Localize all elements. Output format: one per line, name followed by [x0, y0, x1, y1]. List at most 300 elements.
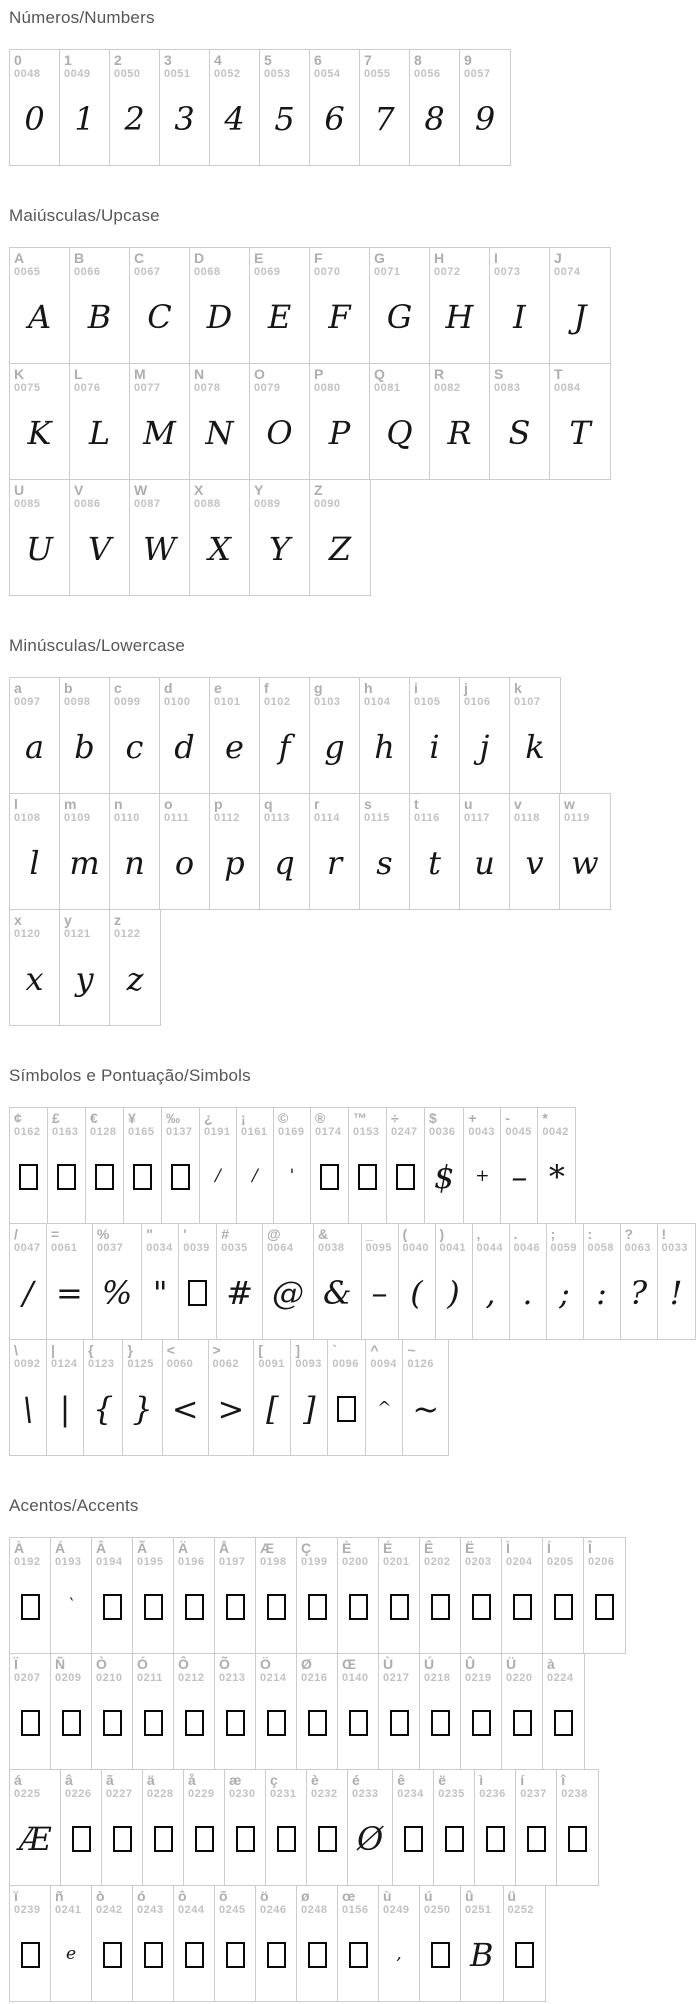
- tofu-box-icon: [431, 1710, 450, 1736]
- glyph-char: h: [374, 727, 395, 766]
- glyph: [310, 80, 359, 165]
- char-code: 0232: [311, 1788, 338, 1801]
- tofu-box-icon: [349, 1594, 368, 1620]
- char-label: j: [464, 680, 468, 696]
- tofu-box-icon: [185, 1710, 204, 1736]
- glyph: [210, 824, 259, 909]
- cell-label: [10, 794, 59, 824]
- char-code: 0225: [14, 1788, 41, 1801]
- tofu-box-icon: [171, 1164, 190, 1190]
- char-label: û: [465, 1888, 474, 1904]
- missing-glyph: [174, 1684, 214, 1769]
- char-cell-0237: [516, 1770, 557, 1885]
- glyph: [130, 394, 189, 479]
- glyph: [348, 1800, 392, 1885]
- tofu-box-icon: [513, 1594, 532, 1620]
- glyph: [310, 278, 369, 363]
- char-label: ÷: [391, 1110, 399, 1126]
- char-label: P: [314, 366, 324, 382]
- char-row: [9, 677, 561, 794]
- cell-label: [174, 1538, 214, 1568]
- tofu-box-icon: [95, 1164, 114, 1190]
- glyph-char: I: [513, 297, 526, 336]
- glyph: [10, 278, 69, 363]
- char-cell-0106: [460, 678, 510, 793]
- glyph-char: f: [278, 727, 291, 766]
- tofu-box-icon: [72, 1826, 91, 1852]
- cell-label: [124, 1108, 161, 1138]
- cell-label: [250, 248, 309, 278]
- missing-glyph: [162, 1138, 199, 1223]
- glyph: [160, 824, 209, 909]
- glyph-char: Æ: [19, 1819, 52, 1858]
- glyph: [260, 80, 309, 165]
- char-code: 0195: [137, 1556, 164, 1569]
- char-label: è: [311, 1772, 319, 1788]
- char-code: 0247: [391, 1126, 418, 1139]
- char-cell-0214: [256, 1654, 297, 1769]
- char-cell-0125: [123, 1340, 162, 1455]
- glyph: [209, 1370, 254, 1455]
- tofu-box-icon: [431, 1594, 450, 1620]
- char-label: ä: [147, 1772, 155, 1788]
- missing-glyph: [48, 1138, 85, 1223]
- cell-label: [10, 1340, 46, 1370]
- char-label: |: [51, 1342, 55, 1358]
- glyph: [142, 1254, 178, 1339]
- char-code: 0119: [564, 812, 590, 825]
- tofu-box-icon: [358, 1164, 377, 1190]
- missing-glyph: [184, 1800, 224, 1885]
- cell-label: [215, 1654, 255, 1684]
- char-cell-0121: [60, 910, 110, 1025]
- glyph: [210, 708, 259, 793]
- missing-glyph: [461, 1568, 501, 1653]
- glyph-char: l: [29, 843, 40, 882]
- cell-label: [460, 678, 509, 708]
- char-cell-0247: [387, 1108, 425, 1223]
- char-cell-0097: [10, 678, 60, 793]
- char-label: n: [114, 796, 123, 812]
- char-cell-0236: [475, 1770, 516, 1885]
- char-label: .: [513, 1226, 518, 1242]
- char-cell-0207: [10, 1654, 51, 1769]
- glyph: [190, 510, 249, 595]
- tofu-box-icon: [21, 1942, 40, 1968]
- char-cell-0251: [461, 1886, 504, 2001]
- glyph-char: U: [26, 529, 53, 568]
- char-cell-0174: [311, 1108, 349, 1223]
- glyph-char: v: [525, 843, 544, 882]
- char-cell-0204: [502, 1538, 543, 1653]
- char-cell-0083: [490, 364, 550, 479]
- char-cell-0224: [543, 1654, 584, 1769]
- missing-glyph: [10, 1138, 47, 1223]
- missing-glyph: [215, 1568, 255, 1653]
- char-cell-0119: [560, 794, 610, 909]
- missing-glyph: [297, 1916, 337, 2001]
- char-cell-0073: [490, 248, 550, 363]
- glyph: [10, 80, 59, 165]
- char-label: õ: [219, 1888, 228, 1904]
- missing-glyph: [215, 1684, 255, 1769]
- glyph: [490, 394, 549, 479]
- char-label: a: [14, 680, 22, 696]
- char-label: F: [314, 250, 323, 266]
- glyph-char: /: [215, 1166, 221, 1187]
- glyph-char: 6: [324, 99, 345, 138]
- cell-label: [123, 1340, 161, 1370]
- cell-label: [490, 364, 549, 394]
- glyph-char: m: [69, 843, 100, 882]
- glyph: [510, 824, 559, 909]
- cell-label: [60, 50, 109, 80]
- tofu-box-icon: [349, 1710, 368, 1736]
- glyph-char: c: [125, 727, 144, 766]
- char-label: K: [14, 366, 25, 382]
- glyph-char: a: [24, 727, 45, 766]
- char-label: ): [439, 1226, 445, 1242]
- cell-label: [10, 50, 59, 80]
- cell-label: [310, 50, 359, 80]
- glyph: [362, 1254, 398, 1339]
- tofu-box-icon: [404, 1826, 423, 1852]
- char-cell-0242: [92, 1886, 133, 2001]
- cell-label: [215, 1538, 255, 1568]
- char-label: b: [64, 680, 73, 696]
- char-code: 0046: [513, 1242, 540, 1255]
- char-label: é: [352, 1772, 360, 1788]
- char-label: ": [146, 1226, 153, 1242]
- cell-label: [379, 1538, 419, 1568]
- char-label: Y: [254, 482, 264, 498]
- char-row: [9, 909, 161, 1026]
- glyph: [370, 278, 429, 363]
- cell-label: [338, 1886, 378, 1916]
- glyph: [510, 708, 560, 793]
- char-cell-0060: [163, 1340, 209, 1455]
- cell-label: [217, 1224, 262, 1254]
- char-code: 0087: [134, 498, 161, 511]
- char-label: X: [194, 482, 204, 498]
- glyph-char: H: [445, 297, 474, 336]
- char-cell-0061: [47, 1224, 93, 1339]
- char-code: 0082: [434, 382, 461, 395]
- char-code: 0047: [14, 1242, 41, 1255]
- char-label: œ: [342, 1888, 356, 1904]
- missing-glyph: [543, 1568, 583, 1653]
- char-label: q: [264, 796, 273, 812]
- cell-label: [263, 1224, 313, 1254]
- cell-label: [160, 794, 209, 824]
- char-label: D: [194, 250, 205, 266]
- char-cell-0234: [393, 1770, 434, 1885]
- char-code: 0037: [96, 1242, 124, 1255]
- char-label: N: [194, 366, 205, 382]
- char-cell-0250: [420, 1886, 461, 2001]
- section-title: Maiúsculas/Upcase: [9, 206, 160, 225]
- char-cell-0169: [274, 1108, 311, 1223]
- char-label: I: [494, 250, 498, 266]
- char-code: 0114: [314, 812, 340, 825]
- tofu-box-icon: [320, 1164, 339, 1190]
- glyph: [130, 510, 189, 595]
- char-label: ö: [260, 1888, 269, 1904]
- char-code: 0036: [429, 1126, 456, 1139]
- missing-glyph: [124, 1138, 161, 1223]
- tofu-box-icon: [226, 1942, 245, 1968]
- char-label: g: [314, 680, 323, 696]
- char-label: ]: [295, 1342, 301, 1358]
- tofu-box-icon: [144, 1594, 163, 1620]
- char-cell-0196: [174, 1538, 215, 1653]
- char-label: A: [14, 250, 25, 266]
- missing-glyph: [504, 1916, 545, 2001]
- char-code: 0073: [494, 266, 521, 279]
- glyph: [399, 1254, 435, 1339]
- char-label: d: [164, 680, 173, 696]
- glyph-char: 7: [374, 99, 395, 138]
- char-code: 0202: [424, 1556, 451, 1569]
- char-cell-0211: [133, 1654, 174, 1769]
- glyph-char: [: [266, 1389, 279, 1428]
- char-label: ¡: [241, 1110, 246, 1126]
- char-label: í: [520, 1772, 525, 1788]
- glyph: [501, 1138, 537, 1223]
- char-code: 0140: [342, 1672, 369, 1685]
- cell-label: [399, 1224, 435, 1254]
- char-cell-0074: [550, 248, 610, 363]
- glyph-char: C: [147, 297, 172, 336]
- char-code: 0071: [374, 266, 401, 279]
- char-code: 0070: [314, 266, 341, 279]
- glyph-char: !: [669, 1273, 683, 1312]
- char-cell-0229: [184, 1770, 225, 1885]
- cell-label: [360, 50, 409, 80]
- char-label: Î: [588, 1540, 592, 1556]
- char-row: [9, 479, 371, 596]
- char-label: Â: [96, 1540, 107, 1556]
- tofu-box-icon: [318, 1826, 337, 1852]
- glyph-char: ,: [396, 1944, 402, 1965]
- glyph-char: X: [208, 529, 231, 568]
- glyph: [310, 708, 359, 793]
- cell-label: [10, 1770, 60, 1800]
- tofu-box-icon: [267, 1942, 286, 1968]
- char-code: 0115: [364, 812, 390, 825]
- glyph-char: u: [474, 843, 495, 882]
- char-cell-0088: [190, 480, 250, 595]
- char-code: 0249: [383, 1904, 410, 1917]
- char-code: 0212: [178, 1672, 205, 1685]
- char-label: ë: [438, 1772, 447, 1788]
- glyph: [430, 394, 489, 479]
- cell-label: [110, 50, 159, 80]
- cell-label: [10, 910, 59, 940]
- char-cell-0110: [110, 794, 160, 909]
- char-code: 0092: [14, 1358, 41, 1371]
- char-cell-0193: [51, 1538, 92, 1653]
- glyph: [160, 708, 209, 793]
- char-code: 0113: [264, 812, 290, 825]
- glyph: [10, 394, 69, 479]
- cell-label: [10, 1538, 50, 1568]
- char-label: R: [434, 366, 445, 382]
- cell-label: [510, 1224, 546, 1254]
- char-label: =: [51, 1226, 60, 1242]
- missing-glyph: [266, 1800, 306, 1885]
- char-code: 0051: [164, 68, 191, 81]
- char-cell-0195: [133, 1538, 174, 1653]
- missing-glyph: [379, 1568, 419, 1653]
- tofu-box-icon: [62, 1710, 81, 1736]
- cell-label: [256, 1538, 296, 1568]
- cell-label: [130, 480, 189, 510]
- glyph: [190, 278, 249, 363]
- char-cell-0112: [210, 794, 260, 909]
- char-cell-0252: [504, 1886, 545, 2001]
- char-code: 0095: [365, 1242, 392, 1255]
- glyph: [430, 278, 489, 363]
- char-code: 0075: [14, 382, 41, 395]
- tofu-box-icon: [308, 1942, 327, 1968]
- char-cell-0103: [310, 678, 360, 793]
- cell-label: [490, 248, 549, 278]
- char-label: ü: [507, 1888, 517, 1904]
- glyph-char: A: [27, 297, 52, 336]
- char-label: [: [258, 1342, 264, 1358]
- char-label: G: [374, 250, 385, 266]
- char-code: 0041: [439, 1242, 466, 1255]
- char-code: 0233: [352, 1788, 379, 1801]
- glyph: [464, 1138, 500, 1223]
- cell-label: [310, 480, 370, 510]
- cell-label: [311, 1108, 348, 1138]
- missing-glyph: [256, 1916, 296, 2001]
- char-label: Ï: [14, 1656, 18, 1672]
- char-code: 0122: [114, 928, 141, 941]
- glyph-char: 8: [424, 99, 445, 138]
- char-code: 0124: [51, 1358, 78, 1371]
- section-title: Acentos/Accents: [9, 1496, 139, 1515]
- char-code: 0089: [254, 498, 281, 511]
- char-label: ò: [96, 1888, 105, 1904]
- char-label: Û: [465, 1656, 476, 1672]
- cell-label: [209, 1340, 254, 1370]
- char-label: ø: [301, 1888, 310, 1904]
- char-cell-0067: [130, 248, 190, 363]
- char-code: 0210: [96, 1672, 123, 1685]
- char-code: 0057: [464, 68, 491, 81]
- tofu-box-icon: [472, 1594, 491, 1620]
- char-label: k: [514, 680, 522, 696]
- glyph-char: 5: [274, 99, 295, 138]
- glyph: [510, 1254, 546, 1339]
- cell-label: [162, 1108, 199, 1138]
- glyph-char: D: [206, 297, 233, 336]
- cell-label: [10, 248, 69, 278]
- cell-label: [370, 248, 429, 278]
- tofu-box-icon: [486, 1826, 505, 1852]
- glyph-char: ): [447, 1273, 460, 1312]
- cell-label: [550, 248, 610, 278]
- char-label: #: [221, 1226, 230, 1242]
- glyph-char: T: [569, 413, 591, 452]
- glyph-char: /: [252, 1166, 258, 1187]
- char-cell-0095: [362, 1224, 399, 1339]
- char-label: £: [52, 1110, 60, 1126]
- cell-label: [250, 480, 309, 510]
- char-cell-0087: [130, 480, 190, 595]
- cell-label: [70, 364, 129, 394]
- glyph: [10, 1370, 46, 1455]
- missing-glyph: [338, 1916, 378, 2001]
- char-label: ;: [550, 1226, 556, 1242]
- char-label: €: [90, 1110, 98, 1126]
- glyph: [51, 1916, 91, 2001]
- tofu-box-icon: [103, 1942, 122, 1968]
- char-label: e: [214, 680, 222, 696]
- char-cell-0069: [250, 248, 310, 363]
- tofu-box-icon: [57, 1164, 76, 1190]
- cell-label: [143, 1770, 183, 1800]
- tofu-box-icon: [277, 1826, 296, 1852]
- missing-glyph: [10, 1568, 50, 1653]
- cell-label: [297, 1538, 337, 1568]
- char-code: 0066: [74, 266, 101, 279]
- char-label: Ç: [301, 1540, 312, 1556]
- glyph-char: $: [434, 1157, 455, 1196]
- glyph: [110, 708, 159, 793]
- char-cell-0227: [102, 1770, 143, 1885]
- glyph: [70, 394, 129, 479]
- glyph: [538, 1138, 575, 1223]
- char-cell-0049: [60, 50, 110, 165]
- tofu-box-icon: [527, 1826, 546, 1852]
- char-code: 0096: [332, 1358, 359, 1371]
- cell-label: [274, 1108, 310, 1138]
- char-cell-0056: [410, 50, 460, 165]
- char-label: ¢: [14, 1110, 22, 1126]
- char-code: 0064: [267, 1242, 294, 1255]
- char-row: [9, 363, 611, 480]
- tofu-box-icon: [431, 1942, 450, 1968]
- cell-label: [51, 1886, 91, 1916]
- glyph: [250, 510, 309, 595]
- missing-glyph: [92, 1568, 132, 1653]
- char-label: Z: [314, 482, 323, 498]
- char-cell-0091: [254, 1340, 291, 1455]
- char-code: 0101: [214, 696, 241, 709]
- char-cell-0118: [510, 794, 560, 909]
- glyph-char: |: [59, 1389, 71, 1428]
- char-cell-0100: [160, 678, 210, 793]
- char-cell-0216: [297, 1654, 338, 1769]
- cell-label: [130, 364, 189, 394]
- glyph: [70, 278, 129, 363]
- char-cell-0089: [250, 480, 310, 595]
- missing-glyph: [328, 1370, 365, 1455]
- cell-label: [250, 364, 309, 394]
- char-cell-0225: [10, 1770, 61, 1885]
- cell-label: [133, 1538, 173, 1568]
- cell-label: [307, 1770, 347, 1800]
- char-cell-0233: [348, 1770, 393, 1885]
- glyph: [410, 824, 459, 909]
- glyph-char: ': [289, 1166, 295, 1187]
- char-code: 0055: [364, 68, 391, 81]
- char-label: ô: [178, 1888, 187, 1904]
